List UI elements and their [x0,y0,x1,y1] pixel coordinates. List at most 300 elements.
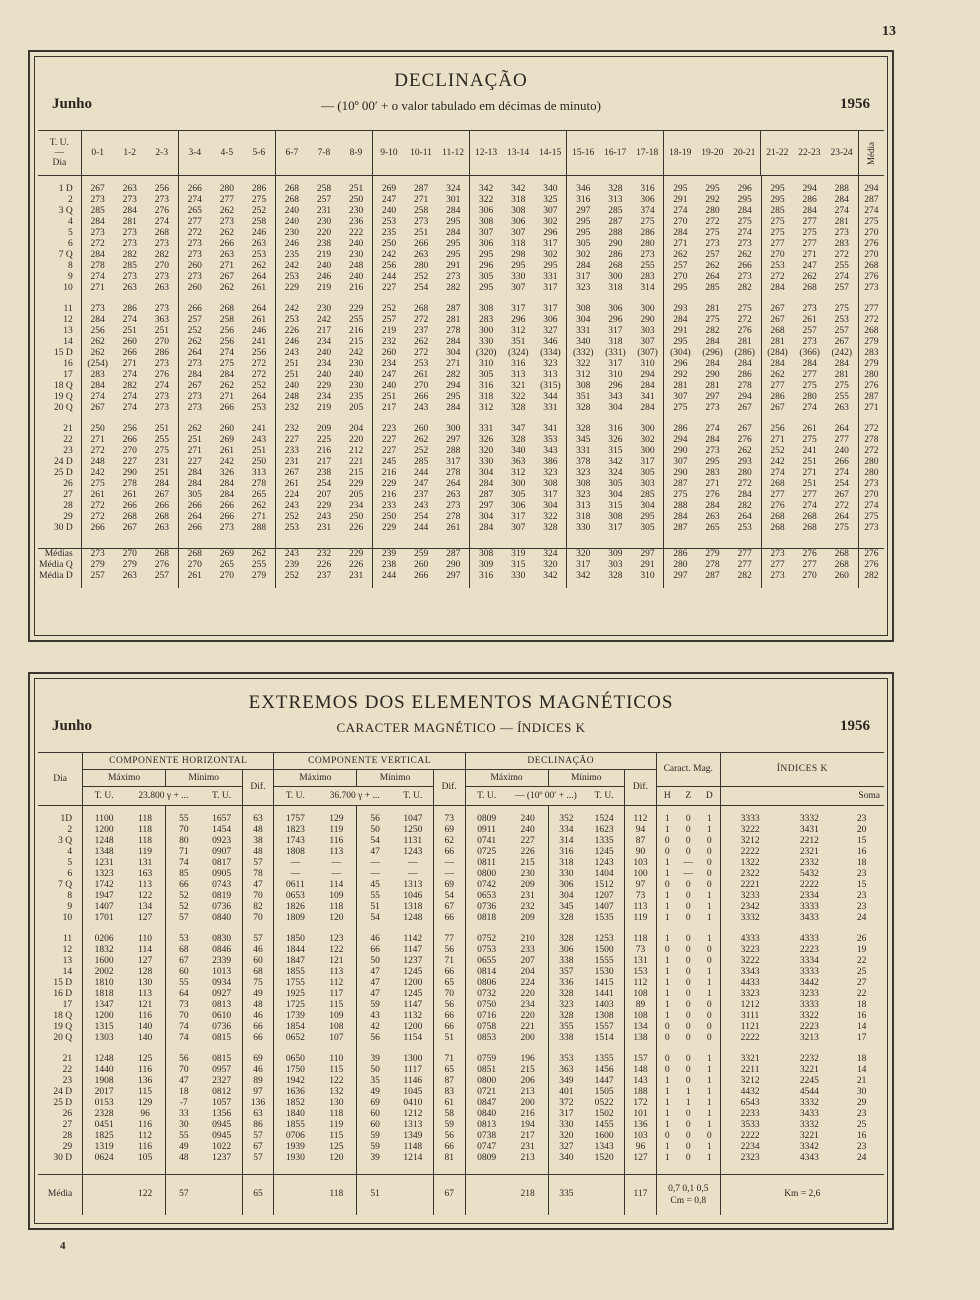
day-label: 17 [63,370,73,380]
value-cell: 277 [761,490,793,501]
day-label: 25 D [53,1098,73,1108]
value-cell: 66 [433,1142,465,1153]
value-cell: 270 [414,381,429,391]
value-cell: 270 [114,549,146,560]
value-cell: 1404 [594,869,614,879]
value-cell: 46 [242,1065,274,1076]
value-cell: 295 [567,228,599,239]
value-cell: 318 [511,239,526,249]
value-cell: 273 [154,359,169,369]
value-cell: 274 [761,468,793,479]
value-cell: 275 [219,359,234,369]
value-cell: 109 [329,1011,344,1021]
day-label: 8 [67,261,73,271]
value-cell: 230 [349,381,364,391]
value-cell: 119 [329,825,344,835]
value-cell: 115 [329,1000,344,1010]
value-cell: 280 [664,560,696,571]
value-cell: 291 [640,559,655,570]
value-cell: 276 [154,370,169,380]
value-cell: 127 [625,1153,657,1164]
value-cell: 274 [81,392,113,403]
media-v-dif: 67 [433,1175,465,1215]
value-cell: 230 [349,250,364,260]
value-cell: 286 [802,195,817,205]
value-cell: 1214 [403,1153,423,1163]
value-cell: 2223 [799,945,819,955]
value-cell: 1505 [594,1087,614,1097]
value-cell: 0753 [465,945,508,956]
value-cell: 0 [656,1033,677,1044]
value-cell: 59 [357,1131,393,1142]
value-cell: 116 [138,1142,153,1152]
value-cell: 0736 [212,902,232,912]
value-cell: 1557 [594,1022,614,1032]
decl-row [38,468,884,479]
value-cell: 272 [761,272,793,283]
value-cell: 129 [329,814,344,824]
value-cell: 243 [414,501,429,511]
value-cell: 66 [433,1022,465,1033]
value-cell: 320 [567,549,599,560]
value-cell: 1100 [83,814,126,825]
value-cell: 1200 [83,1011,126,1022]
value-cell: 112 [625,978,657,989]
value-cell: 273 [178,239,210,250]
value-cell: (315) [540,381,561,391]
v-min: Mínimo [357,770,434,787]
value-cell: 0611 [274,880,317,891]
value-cell: 39 [357,1054,393,1065]
ext-row [38,1087,884,1098]
value-cell: 250 [349,195,364,205]
value-cell: 282 [737,570,752,581]
value-cell: 272 [81,501,113,512]
value-cell: 1 [706,967,712,977]
value-cell: 200 [520,1098,535,1108]
value-cell: 230 [349,206,364,216]
value-cell: 68 [166,945,202,956]
value-cell: 136 [137,1076,153,1086]
value-cell: 234 [316,392,332,402]
ext-row [38,869,884,880]
value-cell: 0 [685,902,691,912]
value-cell: 220 [520,1011,535,1021]
value-cell: 274 [664,206,696,217]
value-cell: 304 [548,891,584,902]
value-cell: 315 [511,559,526,570]
value-cell: 220 [520,989,535,999]
value-cell: 216 [316,446,332,456]
value-cell: 101 [625,1109,657,1120]
value-cell: 1447 [594,1076,614,1086]
media-d-max: 218 [508,1175,548,1215]
value-cell: 67 [166,956,202,967]
value-cell: 1 [706,1076,712,1086]
value-cell: 1 [706,913,712,923]
value-cell: 252 [275,512,307,523]
value-cell: 318 [608,283,623,293]
value-cell: 285 [414,457,429,467]
value-cell: 229 [340,549,372,560]
value-cell: 30 [856,1087,867,1097]
value-cell: 255 [154,435,169,445]
value-cell: 1248 [83,1054,126,1065]
value-cell: 317 [640,457,655,467]
value-cell: 266 [414,239,429,249]
value-cell: 129 [137,1098,153,1108]
value-cell: 205 [349,490,364,500]
value-cell: 313 [511,370,526,380]
ext-row [38,1011,884,1022]
value-cell: 123 [329,934,344,944]
value-cell: 1456 [594,1065,614,1075]
value-cell: 271 [122,359,137,369]
value-cell: 55 [166,1131,202,1142]
value-cell: 246 [275,337,307,348]
value-cell: 285 [81,206,113,217]
value-cell: 308 [567,304,599,315]
value-cell: 3321 [720,1054,780,1065]
value-cell: 304 [446,348,461,358]
value-cell: 253 [251,403,267,413]
value-cell: 229 [373,523,405,534]
value-cell: 89 [625,1000,657,1011]
value-cell: 113 [329,847,344,857]
value-cell: 2222 [799,880,819,890]
value-cell: 330 [567,523,599,534]
value-cell: 256 [154,184,169,194]
value-cell: 295 [446,392,461,402]
value-cell: 247 [373,195,405,206]
value-cell: 351 [511,337,526,347]
value-cell: 207 [316,490,332,500]
value-cell: 0 [706,945,712,955]
value-cell: 267 [178,381,210,392]
value-cell: 347 [511,424,526,434]
value-cell: 256 [761,424,793,435]
value-cell: 210 [520,934,535,944]
value-cell: 281 [122,217,137,227]
value-cell: 3222 [720,825,780,836]
value-cell: 345 [548,902,584,913]
decl-row [38,501,884,512]
value-cell: 232 [373,337,405,348]
value-cell: 23 [856,1109,867,1119]
value-cell: 294 [640,370,655,380]
value-cell: 273 [154,403,169,413]
value-cell: 273 [178,250,210,261]
value-cell: 0 [685,967,691,977]
decl-row [38,424,884,435]
decl-row [38,304,884,315]
value-cell: 1942 [274,1076,317,1087]
decl-row [38,239,884,250]
v-tu1: T. U. [274,787,317,806]
value-cell: 268 [761,326,793,337]
value-cell: 66 [433,847,465,858]
value-cell: 297 [664,571,696,582]
value-cell: 266 [154,501,169,511]
value-cell: 274 [178,195,210,206]
value-cell: 297 [446,570,461,581]
value-cell: 295 [470,283,502,294]
value-cell: 316 [608,424,623,434]
value-cell: 118 [625,934,657,945]
value-cell: 1 [685,1098,691,1108]
value-cell: 250 [373,239,405,250]
value-cell: 277 [219,195,234,205]
value-cell: 18 [856,1054,867,1064]
day-label: 9 [67,902,73,912]
value-cell: 1243 [594,858,614,868]
value-cell: 277 [802,370,817,380]
value-cell: 295 [761,195,793,206]
day-label: 27 [63,490,73,500]
value-cell: 284 [737,359,752,369]
value-cell: 317 [608,326,623,336]
day-label: 24 D [53,1087,73,1097]
value-cell: 275 [737,304,752,314]
value-cell: 282 [737,501,752,511]
value-cell: 267 [737,424,752,434]
decl-row [38,403,884,414]
mean-cell: 276 [858,272,884,283]
value-cell: 272 [81,446,113,457]
value-cell: 326 [219,468,234,478]
value-cell: 2339 [212,956,232,966]
z-letter: Z [685,790,692,801]
value-cell: — [408,869,418,879]
value-cell: 296 [511,315,526,325]
value-cell: 243 [251,435,267,445]
value-cell: 1335 [594,836,614,846]
value-cell: 342 [567,571,599,582]
header-dash: — [54,148,65,158]
value-cell: 316 [567,195,599,206]
value-cell: 330 [470,457,502,468]
value-cell: 75 [242,978,274,989]
value-cell: 280 [640,239,655,249]
value-cell: 1739 [274,1011,317,1022]
value-cell: 118 [138,814,153,824]
value-cell: 0809 [465,814,508,825]
value-cell: 262 [81,348,113,359]
value-cell: 243 [275,501,307,512]
value-cell: 5432 [799,869,819,879]
value-cell: 3343 [720,967,780,978]
value-cell: 328 [511,435,526,445]
day-label: 12 [62,945,73,955]
value-cell: 1347 [83,1000,126,1011]
value-cell: 18 [856,1000,867,1010]
value-cell: 1 [656,902,677,913]
value-cell: 1502 [594,1109,614,1119]
value-cell: 0905 [212,869,232,879]
value-cell: 263 [219,250,234,260]
decl-row [38,326,884,337]
mean-cell: 275 [858,512,884,523]
value-cell: 282 [122,250,137,260]
value-cell: 3332 [720,913,780,924]
value-cell: 230 [349,359,364,369]
value-cell: 250 [251,457,267,467]
value-cell: 252 [761,446,793,457]
value-cell: 113 [625,902,657,913]
value-cell: 219 [316,250,332,260]
value-cell: 251 [349,184,364,194]
value-cell: 0206 [83,934,126,945]
value-cell: 280 [414,261,429,271]
value-cell: 261 [802,424,817,434]
value-cell: 306 [548,945,584,956]
value-cell: 70 [166,1011,202,1022]
h-max: Máximo [83,770,166,787]
value-cell: 1 [656,869,677,880]
value-cell: 114 [138,945,153,955]
value-cell: 232 [308,549,340,560]
value-cell: 284 [122,206,137,216]
value-cell: 1356 [212,1109,232,1119]
value-cell: 22 [856,956,867,966]
value-cell: 323 [567,468,599,479]
value-cell: 280 [802,392,817,402]
value-cell: 0911 [465,825,508,836]
value-cell: 1200 [403,1022,423,1032]
value-cell: 1 [656,1000,677,1011]
value-cell: 113 [138,880,153,890]
value-cell: 260 [834,570,849,581]
value-cell: 304 [640,501,655,511]
value-cell: 275 [802,228,817,238]
value-cell: 269 [373,184,405,195]
value-cell: 275 [761,228,793,239]
value-cell: (332) [567,348,599,359]
value-cell: 277 [737,559,752,570]
value-cell: 284 [446,403,461,413]
value-cell: 264 [251,304,267,314]
ext-media-row [38,1175,884,1215]
value-cell: 323 [567,490,599,501]
value-cell: 1925 [274,989,317,1000]
value-cell: 0732 [465,989,508,1000]
value-cell: 284 [737,490,752,500]
value-cell: 1 [706,891,712,901]
value-cell: 2323 [720,1153,780,1164]
value-cell: 284 [705,337,720,347]
value-cell: 1243 [403,847,423,857]
value-cell: 63 [242,1109,274,1120]
value-cell: 1348 [83,847,126,858]
d-dif: Dif. [625,770,657,806]
value-cell: 1318 [403,902,423,912]
d-letter: D [705,790,713,801]
value-cell: 1454 [212,825,232,835]
value-cell: 277 [802,217,817,227]
ext-row [38,967,884,978]
value-cell: 271 [446,359,461,369]
value-cell: 55 [166,978,202,989]
value-cell: 1825 [83,1131,126,1142]
value-cell: 204 [520,967,535,977]
value-cell: 209 [316,424,332,434]
value-cell: 284 [705,435,720,445]
value-cell: 1200 [83,825,126,836]
value-cell: 0 [685,1109,691,1119]
value-cell: 274 [802,403,817,413]
value-cell: 140 [137,1033,153,1043]
value-cell: 284 [664,512,696,523]
value-cell: 257 [178,315,210,326]
value-cell: 113 [329,967,344,977]
value-cell: 0153 [83,1098,126,1109]
value-cell: 251 [373,392,405,403]
value-cell: 328 [548,989,584,1000]
ext-row [38,989,884,1000]
value-cell: 254 [834,479,849,489]
value-cell: 224 [520,978,535,988]
value-cell: 273 [81,549,113,560]
value-cell: 122 [329,1076,344,1086]
ext-row [38,891,884,902]
value-cell: 73 [625,891,657,902]
value-cell: 110 [329,1054,344,1064]
value-cell: 0 [656,880,677,891]
value-cell: 277 [802,239,817,249]
value-cell: 323 [567,283,599,294]
value-cell: 274 [834,206,849,216]
hour-header: 21-22 [761,131,794,175]
value-cell: 57 [242,1153,274,1164]
value-cell: 226 [275,326,307,337]
value-cell: 0 [656,1065,677,1076]
value-cell: 0846 [212,945,232,955]
value-cell: 3223 [720,945,780,956]
header-dia-label: Dia [52,158,67,168]
value-cell: 16 [856,1011,867,1021]
media-label: Média [38,1175,83,1215]
value-cell: 200 [520,1033,535,1043]
value-cell: 0813 [465,1120,508,1131]
value-cell: 1 [706,1087,712,1097]
value-cell: 286 [122,304,137,314]
value-cell: 0 [685,1120,691,1130]
value-cell: 266 [178,184,210,195]
value-cell: 263 [446,490,461,500]
header-dia [38,131,81,176]
value-cell: 215 [349,337,364,347]
value-cell: 292 [705,195,720,205]
value-cell: 64 [166,989,202,1000]
value-cell: 401 [548,1087,584,1098]
value-cell: 286 [640,228,655,238]
value-cell: 343 [543,446,558,456]
value-cell: 94 [625,825,657,836]
value-cell: 307 [511,283,526,293]
value-cell: 266 [219,239,234,249]
decl-row [38,490,884,501]
value-cell: 295 [664,337,696,348]
value-cell: 272 [251,359,267,369]
value-cell: 272 [81,512,113,523]
value-cell: 276 [737,435,752,445]
hour-header: 5-6 [252,147,266,158]
value-cell: 50 [357,825,393,836]
value-cell: 16 [856,1131,867,1141]
value-cell: 327 [548,1142,584,1153]
value-cell: 54 [433,891,465,902]
value-cell: 340 [543,184,558,194]
